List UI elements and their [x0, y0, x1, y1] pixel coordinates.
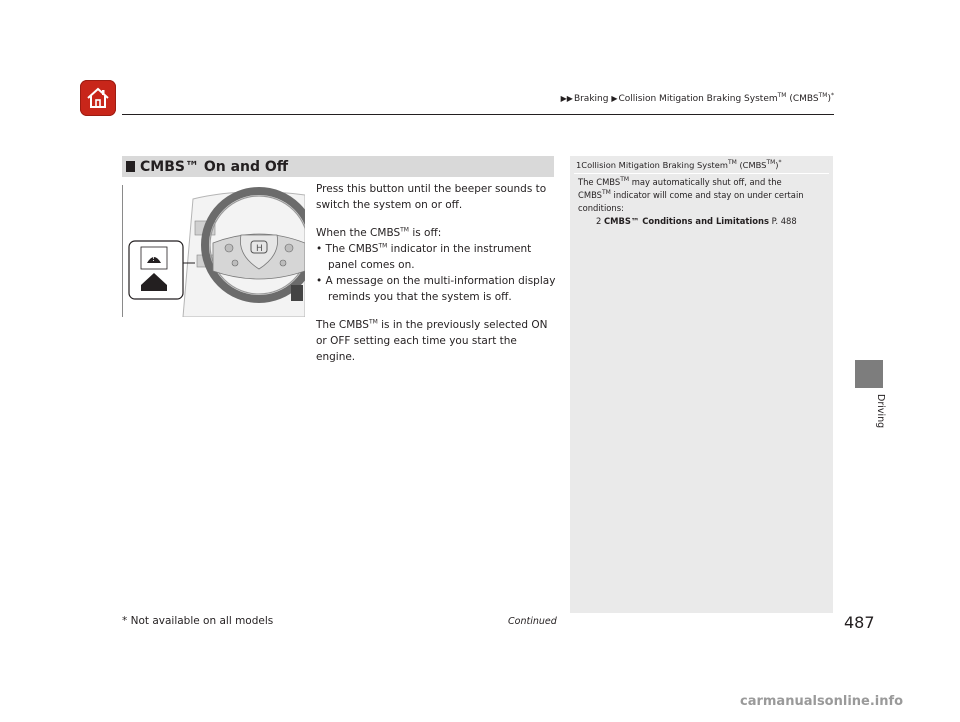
home-button[interactable]: [80, 80, 116, 116]
breadcrumb-item-cmbs[interactable]: Collision Mitigation Braking System™ (CMBS™)*: [618, 92, 834, 104]
steering-wheel-illustration: [122, 185, 305, 317]
off-state-heading: When the CMBS™ is off:: [316, 226, 442, 239]
side-note-line: conditions:: [578, 203, 624, 213]
side-note-line: The CMBS™ may automatically shut off, and the: [578, 176, 782, 187]
list-item-message: • A message on the multi-information display reminds you that the system is off.: [316, 275, 556, 303]
reference-arrow-icon: 2: [596, 216, 602, 226]
cross-reference-link[interactable]: 2 CMBS™ Conditions and Limitations P. 488: [596, 216, 797, 226]
breadcrumb: [561, 94, 834, 104]
side-note-panel: [570, 156, 833, 613]
footnote: * Not available on all models: [122, 615, 274, 627]
header-rule: [122, 114, 834, 115]
breadcrumb-item-braking[interactable]: Braking: [573, 94, 609, 104]
double-arrow-icon: ▶▶: [560, 94, 573, 103]
side-note-body: [578, 176, 826, 228]
body-text: [316, 181, 556, 365]
side-note-line: CMBS™ indicator will come and stay on under certain: [578, 189, 804, 200]
list-item-indicator: • The CMBS™ indicator in the instrument panel comes on.: [316, 242, 532, 271]
arrow-icon: ▶: [611, 94, 618, 103]
chapter-tab-label: Driving: [875, 394, 886, 429]
note-marker-icon: 1: [576, 160, 582, 170]
svg-text:!: !: [152, 254, 156, 263]
continued-label: Continued: [508, 616, 557, 627]
page-number: 487: [844, 613, 875, 632]
watermark: carmanualsonline.info: [740, 694, 904, 709]
chapter-tab[interactable]: [855, 360, 883, 388]
side-note-heading: 1Collision Mitigation Braking System™ (CMBS™)*: [576, 159, 782, 170]
section-title: CMBS™ On and Off: [140, 158, 289, 175]
home-icon: [85, 86, 111, 110]
setting-paragraph: The CMBS™ is in the previously selected ON or OFF setting each time you start the engine.: [316, 318, 548, 363]
instruction-paragraph: Press this button until the beeper sounds to switch the system on or off.: [316, 183, 547, 211]
side-note-rule: [574, 173, 829, 174]
section-heading: [122, 156, 554, 177]
svg-text:H: H: [256, 244, 263, 254]
section-square-icon: [126, 161, 135, 172]
